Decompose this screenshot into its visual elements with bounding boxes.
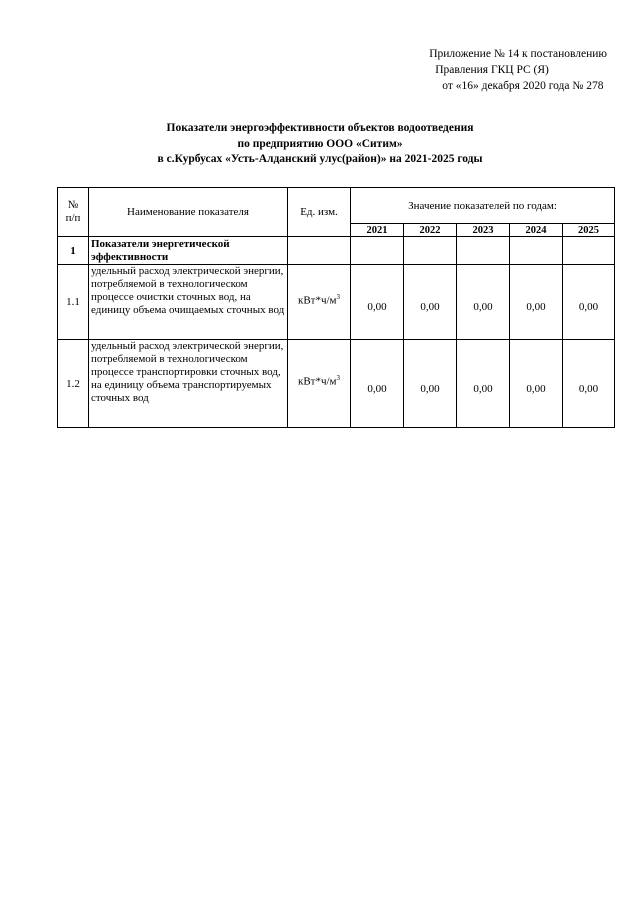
year-header: 2024 — [510, 224, 563, 237]
row-name: удельный расход электрической энергии, потребляемой в технологическом процессе очистки сточных вод, на единицу объема очищаемых сточных вод — [89, 265, 288, 340]
row-name: удельный расход электрической энергии, потребляемой в технологическом процессе транспортировки сточных вод, на единицу объема транспортируемых сточных вод — [89, 340, 288, 428]
empty-cell — [510, 237, 563, 265]
row-unit — [288, 340, 351, 428]
row-num: 1.1 — [58, 265, 89, 340]
unit-text: кВт*ч/м — [297, 294, 337, 307]
empty-cell — [288, 237, 351, 265]
row-value: 0,00 — [351, 265, 404, 340]
year-header: 2021 — [351, 224, 404, 237]
row-value: 0,00 — [457, 265, 510, 340]
table-row — [58, 265, 615, 340]
approval-line-1: Приложение № 14 к постановлению — [429, 48, 607, 60]
approval-header — [429, 46, 607, 94]
row-value: 0,00 — [351, 340, 404, 428]
row-value: 0,00 — [563, 265, 615, 340]
unit-sup: 3 — [336, 293, 341, 301]
unit-text: кВт*ч/м — [297, 375, 337, 388]
document-title — [0, 121, 640, 168]
col-header-values: Значение показателей по годам: — [351, 188, 615, 224]
col-header-name: Наименование показателя — [89, 188, 288, 237]
title-line-1: Показатели энергоэффективности объектов водоотведения — [166, 122, 474, 134]
title-line-2: по предприятию ООО «Ситим» — [237, 137, 403, 150]
empty-cell — [563, 237, 615, 265]
unit-sup: 3 — [336, 374, 341, 382]
empty-cell — [457, 237, 510, 265]
row-value: 0,00 — [510, 265, 563, 340]
empty-cell — [351, 237, 404, 265]
col-header-num: № п/п — [58, 188, 89, 237]
row-unit — [288, 265, 351, 340]
indicators-table — [57, 187, 615, 428]
section-name: Показатели энергетической эффективности — [89, 237, 288, 265]
section-num: 1 — [58, 237, 89, 265]
year-header: 2023 — [457, 224, 510, 237]
title-line-3: в с.Курбусах «Усть-Алданский улус(район)» на 2021-2025 годы — [157, 153, 483, 165]
approval-line-2: Правления ГКЦ РС (Я) — [435, 64, 549, 76]
approval-line-3: от «16» декабря 2020 года № 278 — [442, 80, 604, 92]
row-num: 1.2 — [58, 340, 89, 428]
row-value: 0,00 — [563, 340, 615, 428]
row-value: 0,00 — [404, 265, 457, 340]
section-row — [58, 237, 615, 265]
year-header: 2022 — [404, 224, 457, 237]
col-header-unit: Ед. изм. — [288, 188, 351, 237]
row-value: 0,00 — [404, 340, 457, 428]
empty-cell — [404, 237, 457, 265]
table-row — [58, 340, 615, 428]
row-value: 0,00 — [510, 340, 563, 428]
row-value: 0,00 — [457, 340, 510, 428]
year-header: 2025 — [563, 224, 615, 237]
